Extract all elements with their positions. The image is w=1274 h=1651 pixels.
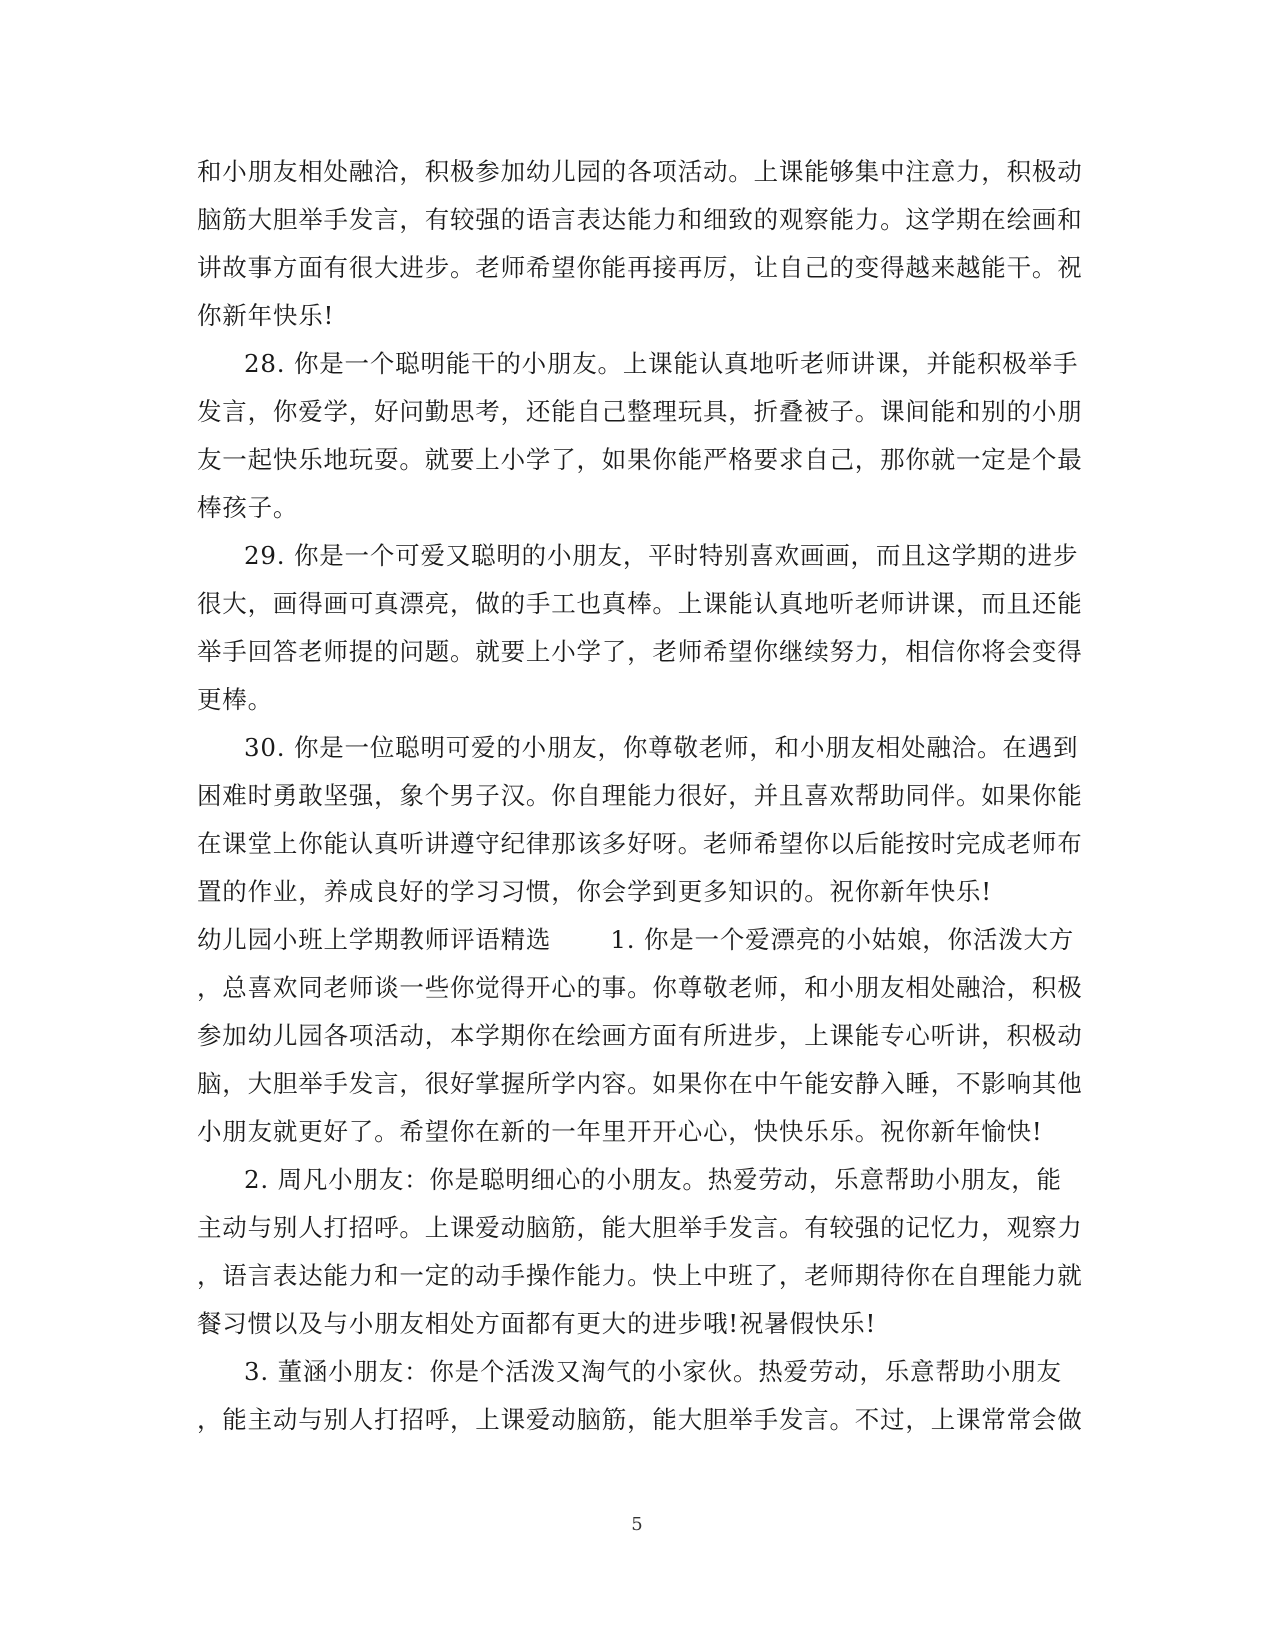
- text-line: 困难时勇敢坚强，象个男子汉。你自理能力很好，并且喜欢帮助同伴。如果你能: [197, 781, 1083, 810]
- text-line: 更棒。: [197, 685, 273, 714]
- paragraph-28-first-line: 28. 你是一个聪明能干的小朋友。上课能认真地听老师讲课，并能积极举手: [244, 349, 1079, 378]
- text-line: 棒孩子。: [197, 493, 299, 522]
- text-line: 在课堂上你能认真听讲遵守纪律那该多好呀。老师希望你以后能按时完成老师布: [197, 829, 1083, 858]
- paragraph-30-first-line: 30. 你是一位聪明可爱的小朋友，你尊敬老师，和小朋友相处融洽。在遇到: [244, 733, 1079, 762]
- text-line: 举手回答老师提的问题。就要上小学了，老师希望你继续努力，相信你将会变得: [197, 637, 1083, 666]
- text-line: 很大，画得画可真漂亮，做的手工也真棒。上课能认真地听老师讲课，而且还能: [197, 589, 1083, 618]
- paragraph-2-first-line: 2. 周凡小朋友：你是聪明细心的小朋友。热爱劳动，乐意帮助小朋友，能: [244, 1165, 1062, 1194]
- text-line: 友一起快乐地玩耍。就要上小学了，如果你能严格要求自己，那你就一定是个最: [197, 445, 1083, 474]
- text-line: 讲故事方面有很大进步。老师希望你能再接再厉，让自己的变得越来越能干。祝: [197, 253, 1083, 282]
- section-heading-line: 幼儿园小班上学期教师评语精选 1. 你是一个爱漂亮的小姑娘，你活泼大方: [197, 925, 1075, 954]
- text-line: 小朋友就更好了。希望你在新的一年里开开心心，快快乐乐。祝你新年愉快!: [197, 1117, 1043, 1146]
- text-line: ，语言表达能力和一定的动手操作能力。快上中班了，老师期待你在自理能力就: [197, 1261, 1083, 1290]
- paragraph-3-first-line: 3. 董涵小朋友：你是个活泼又淘气的小家伙。热爱劳动，乐意帮助小朋友: [244, 1357, 1062, 1386]
- text-line: ，总喜欢同老师谈一些你觉得开心的事。你尊敬老师，和小朋友相处融洽，积极: [197, 973, 1083, 1002]
- text-line: 餐习惯以及与小朋友相处方面都有更大的进步哦!祝暑假快乐!: [197, 1309, 877, 1338]
- text-line: 和小朋友相处融洽，积极参加幼儿园的各项活动。上课能够集中注意力，积极动: [197, 157, 1083, 186]
- text-line: 发言，你爱学，好问勤思考，还能自己整理玩具，折叠被子。课间能和别的小朋: [197, 397, 1083, 426]
- text-line: ，能主动与别人打招呼，上课爱动脑筋，能大胆举手发言。不过，上课常常会做: [197, 1405, 1083, 1434]
- text-line: 主动与别人打招呼。上课爱动脑筋，能大胆举手发言。有较强的记忆力，观察力: [197, 1213, 1083, 1242]
- text-line: 脑筋大胆举手发言，有较强的语言表达能力和细致的观察能力。这学期在绘画和: [197, 205, 1083, 234]
- page-number: 5: [631, 1514, 643, 1535]
- text-line: 你新年快乐!: [197, 301, 335, 330]
- text-line: 脑，大胆举手发言，很好掌握所学内容。如果你在中午能安静入睡，不影响其他: [197, 1069, 1083, 1098]
- paragraph-29-first-line: 29. 你是一个可爱又聪明的小朋友，平时特别喜欢画画，而且这学期的进步: [244, 541, 1079, 570]
- text-line: 参加幼儿园各项活动，本学期你在绘画方面有所进步，上课能专心听讲，积极动: [197, 1021, 1083, 1050]
- text-line: 置的作业，养成良好的学习习惯，你会学到更多知识的。祝你新年快乐!: [197, 877, 992, 906]
